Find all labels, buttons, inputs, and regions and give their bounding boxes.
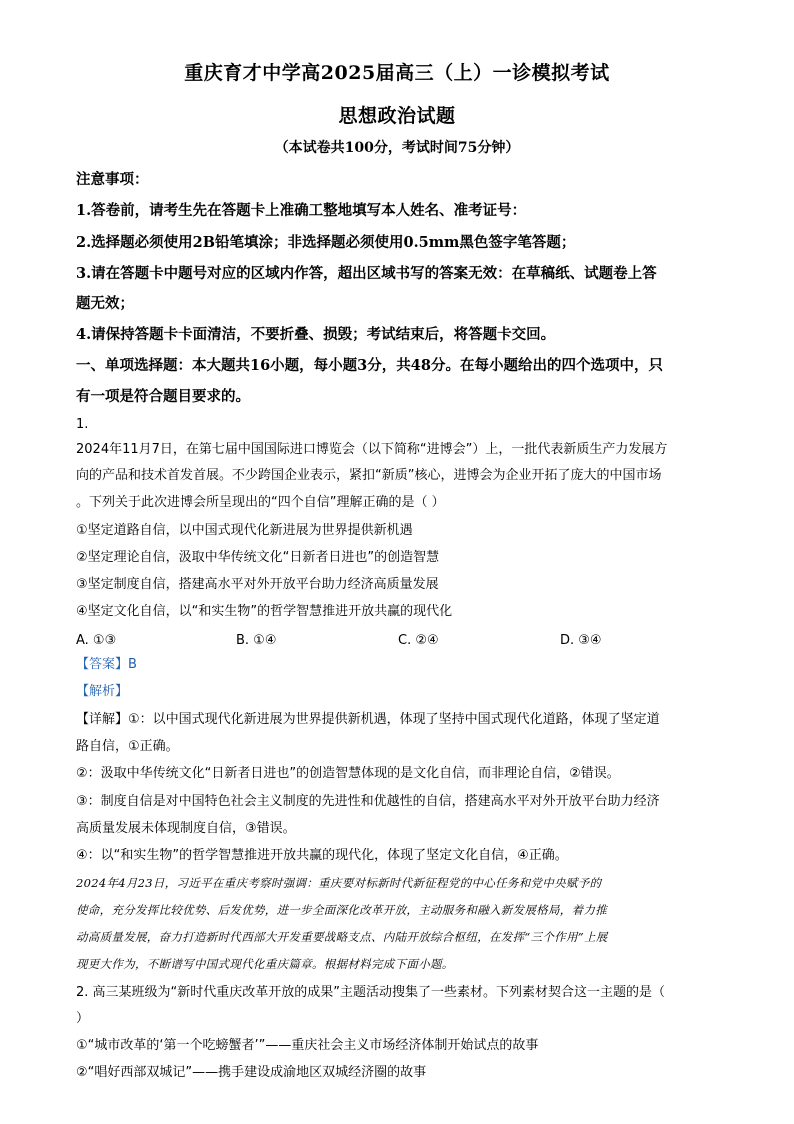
section-heading: 一、单项选择题：本大题共16小题，每小题3分，共48分。在每小题给出的四个选项中，只	[76, 357, 663, 374]
question-statement: ③坚定制度自信，搭建高水平对外开放平台助力经济高质量发展	[76, 577, 439, 592]
option-a: A. ①③	[76, 633, 117, 648]
answer-label: 【答案】B	[76, 657, 137, 672]
explanation-line: ②：汲取中华传统文化“日新者日进也”的创造智慧体现的是文化自信，而非理论自信，②错误。	[76, 766, 620, 781]
exam-duration-note: （本试卷共100分，考试时间75分钟）	[274, 140, 520, 156]
notice-item: 题无效；	[76, 295, 134, 312]
material-line: 动高质量发展，奋力打造新时代西部大开发重要战略支点、内陆开放综合枢纽，在发挥“三个作用”上展	[76, 930, 608, 944]
question-number: 1.	[76, 417, 89, 432]
notice-heading: 注意事项：	[76, 171, 149, 188]
option-d: D. ③④	[560, 633, 602, 648]
question-statement: ①坚定道路自信，以中国式现代化新进展为世界提供新机遇	[76, 523, 413, 538]
question-statement: ①“城市改革的‘第一个吃螃蟹者’”——重庆社会主义市场经济体制开始试点的故事	[76, 1038, 539, 1053]
question-statement: ②“唱好西部双城记”——携手建设成渝地区双城经济圈的故事	[76, 1065, 427, 1080]
section-heading-cont: 有一项是符合题目要求的。	[76, 388, 250, 405]
question-stem: 2024年11月7日，在第七届中国国际进口博览会（以下简称“进博会”）上，一批代表新质生产力发展方	[76, 442, 668, 457]
explanation-line: 路自信，①正确。	[76, 739, 179, 754]
option-c: C. ②④	[398, 633, 439, 648]
exam-subject: 思想政治试题	[338, 105, 456, 127]
explanation-line: ③：制度自信是对中国特色社会主义制度的先进性和优越性的自信，搭建高水平对外开放平台助力经济	[76, 794, 660, 809]
question-stem: 向的产品和技术首发首展。不少跨国企业表示，紧扣“新质”核心，进博会为企业开拓了庞大的中国市场	[76, 468, 662, 483]
notice-item: 3.请在答题卡中题号对应的区域内作答，超出区域书写的答案无效：在草稿纸、试题卷上答	[76, 265, 657, 282]
notice-item: 2.选择题必须使用2B铅笔填涂；非选择题必须使用0.5mm黑色签字笔答题；	[76, 234, 576, 251]
question-statement: ②坚定理论自信，汲取中华传统文化“日新者日进也”的创造智慧	[76, 550, 440, 565]
notice-item: 1.答卷前，请考生先在答题卡上准确工整地填写本人姓名、准考证号：	[76, 202, 527, 219]
notice-item: 4.请保持答题卡卡面清洁，不要折叠、损毁；考试结束后，将答题卡交回。	[76, 326, 556, 343]
question-stem: 。下列关于此次进博会所呈现出的“四个自信”理解正确的是（ ）	[76, 495, 445, 510]
question-stem: 2. 高三某班级为“新时代重庆改革开放的成果”主题活动搜集了一些素材。下列素材契合这一主题的是（	[76, 985, 666, 1000]
explanation-line: ④：以“和实生物”的哲学智慧推进开放共赢的现代化，体现了坚定文化自信，④正确。	[76, 848, 568, 863]
material-line: 现更大作为，不断谱写中国式现代化重庆篇章。根据材料完成下面小题。	[76, 957, 454, 971]
question-statement: ④坚定文化自信，以“和实生物”的哲学智慧推进开放共赢的现代化	[76, 604, 453, 619]
material-line: 使命，充分发挥比较优势、后发优势，进一步全面深化改革开放，主动服务和融入新发展格局，着力推	[76, 903, 607, 917]
option-b: B. ①④	[236, 633, 277, 648]
explanation-line: 【详解】①：以中国式现代化新进展为世界提供新机遇，体现了坚持中国式现代化道路，体现了坚定道	[76, 712, 660, 727]
question-stem: ）	[76, 1011, 90, 1026]
analysis-label: 【解析】	[76, 684, 129, 699]
material-line: 2024年4月23日，习近平在重庆考察时强调：重庆要对标新时代新征程党的中心任务和党中央赋予的	[76, 876, 602, 890]
exam-title: 重庆育才中学高2025届高三（上）一诊模拟考试	[184, 62, 610, 84]
explanation-line: 高质量发展未体现制度自信，③错误。	[76, 821, 296, 836]
